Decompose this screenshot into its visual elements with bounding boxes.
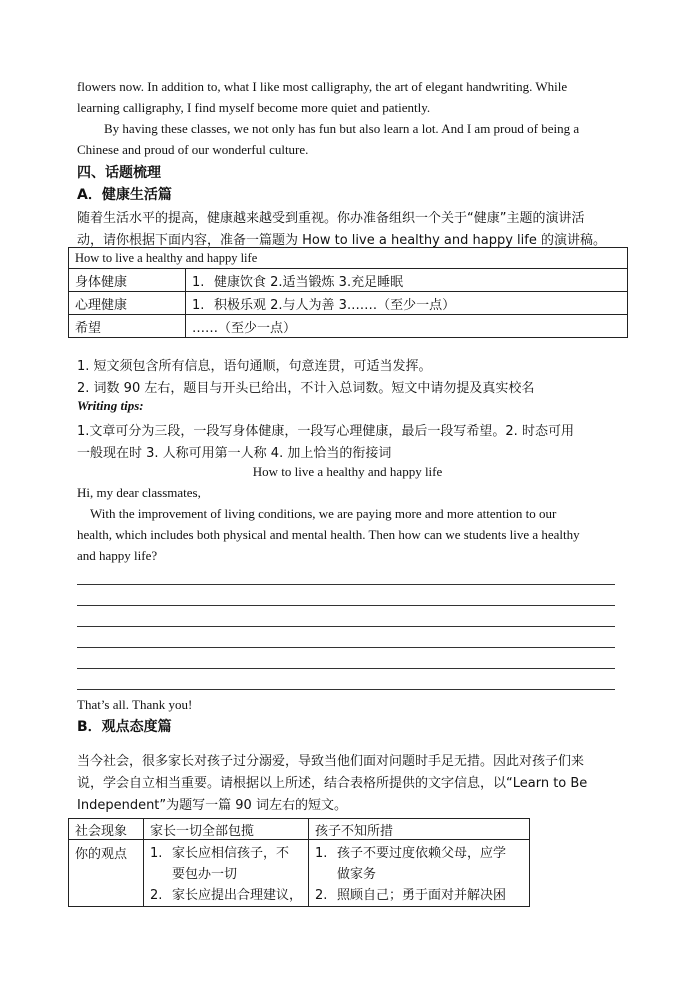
row-label-opinion: 你的观点 bbox=[69, 840, 144, 907]
intro-para1-line1: flowers now. In addition to, what I like most calligraphy, the art of elegant handwriting. While bbox=[77, 79, 568, 94]
essay-body-line1: With the improvement of living conditions, we are paying more and more attention to our bbox=[90, 506, 557, 521]
row-content: 积极乐观 2.与人为善 3.……（至少一点） bbox=[214, 297, 456, 313]
children-opinion-1b: 做家务 bbox=[337, 867, 377, 882]
row-label: 心理健康 bbox=[69, 292, 186, 315]
list-num: 2. bbox=[150, 888, 163, 903]
parents-opinion-1b: 要包办一切 bbox=[172, 867, 238, 882]
answer-line[interactable] bbox=[77, 584, 615, 585]
table-row bbox=[69, 315, 628, 338]
row-label: 身体健康 bbox=[69, 269, 186, 292]
header-social: 社会现象 bbox=[69, 819, 144, 840]
intro-para2-line1: By having these classes, we not only has fun but also learn a lot. And I am proud of being a bbox=[104, 121, 580, 136]
intro-para2-line2: Chinese and proud of our wonderful culture. bbox=[77, 142, 309, 157]
subsection-b-heading: B．观点态度篇 bbox=[77, 719, 172, 735]
intro-para1-line2: learning calligraphy, I find myself become more quiet and patiently. bbox=[77, 100, 431, 115]
list-num: 2. bbox=[315, 888, 328, 903]
writing-tips-line1: 1.文章可分为三段，一段写身体健康，一段写心理健康，最后一段写希望。2. 时态可用 bbox=[77, 424, 574, 439]
header-children: 孩子不知所措 bbox=[309, 819, 530, 840]
essay-greeting: Hi, my dear classmates, bbox=[77, 485, 201, 500]
essay-title: How to live a healthy and happy life bbox=[252, 464, 443, 479]
parents-opinion-2: 家长应提出合理建议， bbox=[172, 888, 303, 903]
row-content: ……（至少一点） bbox=[192, 320, 297, 336]
list-num: 1. bbox=[150, 846, 163, 861]
health-table-title: How to live a healthy and happy life bbox=[69, 248, 628, 269]
children-opinion-1a: 孩子不要过度依赖父母，应学 bbox=[337, 846, 507, 861]
essay-body-line2: health, which includes both physical and mental health. Then how can we students live a healthy bbox=[77, 527, 580, 542]
answer-line[interactable] bbox=[77, 668, 615, 669]
prompt-a-line1: 随着生活水平的提高，健康越来越受到重视。你办准备组织一个关于“健康”主题的演讲活 bbox=[77, 211, 585, 226]
section-heading: 四、话题梳理 bbox=[77, 165, 161, 181]
prompt-a-line2: 动，请你根据下面内容，准备一篇题为 How to live a healthy and happy life 的演讲稿。 bbox=[77, 233, 606, 248]
row-num: 1. bbox=[192, 274, 205, 290]
row-num: 1. bbox=[192, 297, 205, 313]
row-content: 健康饮食 2.适当锻炼 3.充足睡眠 bbox=[214, 274, 404, 290]
table-row bbox=[69, 292, 628, 315]
row-label: 希望 bbox=[69, 315, 186, 338]
header-parents: 家长一切全部包揽 bbox=[144, 819, 309, 840]
answer-line[interactable] bbox=[77, 689, 615, 690]
subsection-a-heading: A．健康生活篇 bbox=[77, 187, 172, 203]
answer-line[interactable] bbox=[77, 626, 615, 627]
table-row bbox=[69, 269, 628, 292]
requirement-1: 1. 短文须包含所有信息，语句通顺，句意连贯，可适当发挥。 bbox=[77, 359, 432, 374]
children-opinion-2: 照顾自己；勇于面对并解决困 bbox=[337, 888, 507, 903]
essay-closing: That’s all. Thank you! bbox=[77, 697, 193, 712]
writing-tips-label: Writing tips: bbox=[77, 398, 144, 413]
essay-body-line3: and happy life? bbox=[77, 548, 158, 563]
opinion-table bbox=[68, 818, 530, 907]
requirement-2: 2. 词数 90 左右，题目与开头已给出，不计入总词数。短文中请勿提及真实校名 bbox=[77, 381, 535, 396]
answer-line[interactable] bbox=[77, 605, 615, 606]
prompt-b-line3: Independent”为题写一篇 90 词左右的短文。 bbox=[77, 798, 347, 813]
list-num: 1. bbox=[315, 846, 328, 861]
prompt-b-line1: 当今社会，很多家长对孩子过分溺爱，导致当他们面对问题时手足无措。因此对孩子们来 bbox=[77, 754, 585, 769]
writing-tips-line2: 一般现在时 3. 人称可用第一人称 4. 加上恰当的衔接词 bbox=[77, 446, 392, 461]
health-table bbox=[68, 247, 628, 338]
answer-line[interactable] bbox=[77, 647, 615, 648]
prompt-b-line2: 说，学会自立相当重要。请根据以上所述，结合表格所提供的文字信息，以“Learn to Be bbox=[77, 776, 588, 791]
parents-opinion-1a: 家长应相信孩子，不 bbox=[172, 846, 290, 861]
